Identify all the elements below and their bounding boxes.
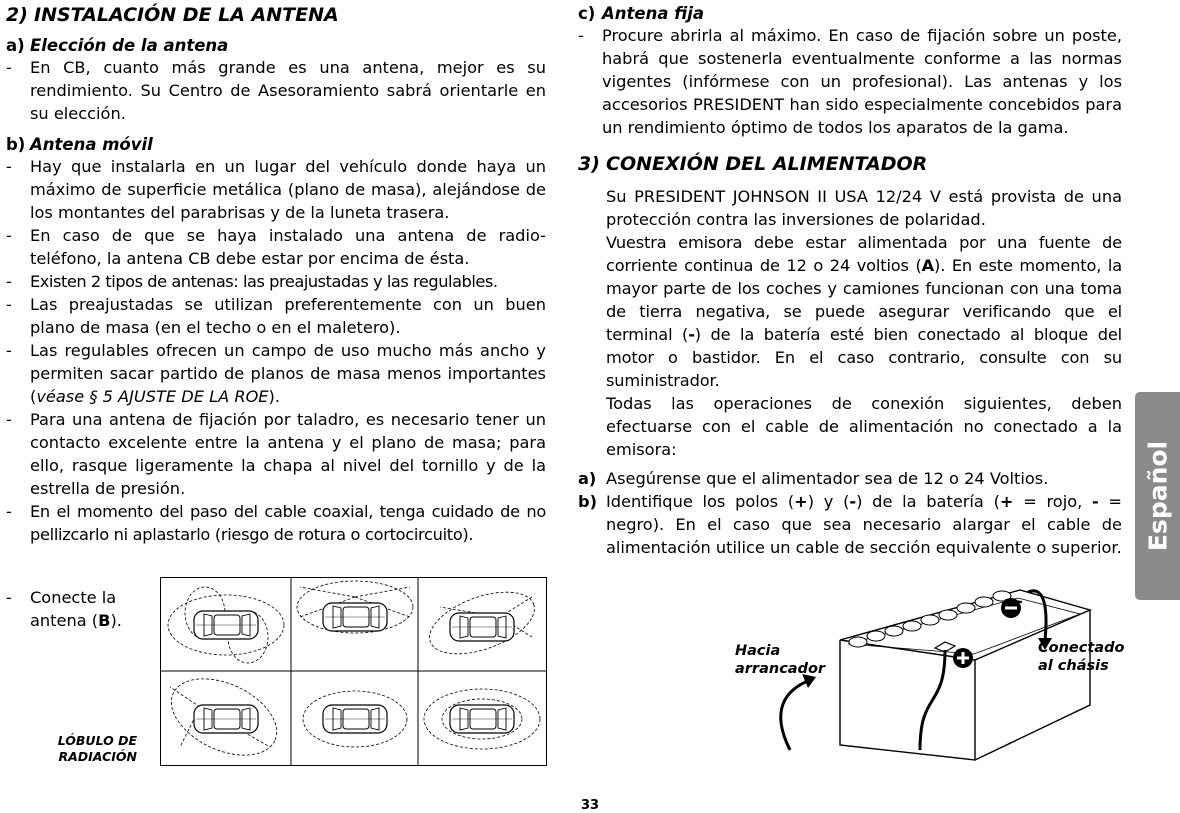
paragraph: Su PRESIDENT JOHNSON II USA 12/24 V está provista de una protección contra las inversiones de polaridad. — [606, 187, 1122, 229]
to-starter-label: Hacia arrancador — [735, 643, 826, 677]
paragraph: Todas las operaciones de conexión siguientes, deben efectuarse con el cable de alimentación no conectado a la emisora: — [606, 394, 1122, 459]
list-item: - En el momento del paso del cable coaxial, tenga cuidado de no pellizcarlo ni aplastarlo (riesgo de rotura o cortocircuito). — [6, 502, 546, 544]
subsection-b-heading: b) Antena móvil — [6, 135, 153, 154]
language-tab: Español — [1135, 392, 1180, 600]
negative-terminal-icon — [1001, 598, 1021, 618]
list-item: - Existen 2 tipos de antenas: las preajustadas y las regulables. — [6, 272, 498, 291]
section-3-heading: 3) CONEXIÓN DEL ALIMENTADOR — [578, 153, 928, 175]
subsection-a-heading: a) Elección de la antena — [6, 36, 229, 55]
section-2-heading: 2) INSTALACIÓN DE LA ANTENA — [6, 4, 339, 26]
list-item: - Para una antena de fijación por taladro, es necesario tener un contacto excelente entre la antena y el plano de masa; para ello, rasque ligeramente la chapa al nivel del tornillo y de la estrella de presión. — [6, 410, 546, 498]
list-item: - Las preajustadas se utilizan preferentemente con un buen plano de masa (en el techo o en el maletero). — [6, 295, 546, 337]
chassis-ground-label: Conectado al chásis — [1038, 640, 1125, 674]
antenna-choice-text: - En CB, cuanto más grande es una antena, mejor es su rendimiento. Su Centro de Asesoramiento sabrá orientarle en su elección. — [6, 58, 546, 123]
fixed-antenna-text: - Procure abrirla al máximo. En caso de fijación sobre un poste, habrá que sostenerla eventualmente conforme a las normas vigentes (infórmese con un profesional). Las antenas y los accesorios PRESIDENT han sido especialmente concebidos para un rendimiento óptimo de todos los aparatos de la gama. — [578, 26, 1122, 137]
list-item: - En caso de que se haya instalado una antena de radio-teléfono, la antena CB debe estar por encima de ésta. — [6, 226, 546, 268]
page-number: 33 — [580, 798, 600, 813]
paragraph: Vuestra emisora debe estar alimentada por una fuente de corriente continua de 12 o 24 voltios (A). En este momento, la mayor parte de los coches y camiones funcionan con una toma de tierra negativa, se puede asegurar verificando que el terminal (-) de la batería esté bien conectado al bloque del motor o bastidor. En el caso contrario, consulte con su suministrador. — [606, 233, 1123, 390]
connect-antenna-text: - Conecte la antena (B). — [6, 588, 122, 630]
radiation-lobe-diagram — [160, 577, 547, 766]
list-item: - Las regulables ofrecen un campo de uso mucho más ancho y permiten sacar partido de planos de masa menos importantes (véase § 5 AJUSTE DE LA ROE). — [6, 341, 546, 406]
radiation-lobe-label: LÓBULO DE RADIACIÓN — [57, 733, 137, 764]
subsection-c-heading: c) Antena fija — [578, 4, 704, 23]
list-item: a) Asegúrense que el alimentador sea de 12 o 24 Voltios. — [578, 469, 1049, 488]
list-item: - Hay que instalarla en un lugar del vehículo donde haya un máximo de superficie metálica (plano de masa), alejándose de los montantes del parabrisas y de la luneta trasera. — [6, 157, 546, 222]
list-item: b) Identifique los polos (+) y (-) de la batería (+ = rojo, - = negro). En el caso que sea necesario alargar el cable de alimentación utilice un cable de sección equivalente o superior. — [578, 492, 1122, 557]
positive-terminal-icon — [953, 648, 973, 668]
left-column — [6, 0, 546, 546]
right-column — [578, 0, 1122, 559]
